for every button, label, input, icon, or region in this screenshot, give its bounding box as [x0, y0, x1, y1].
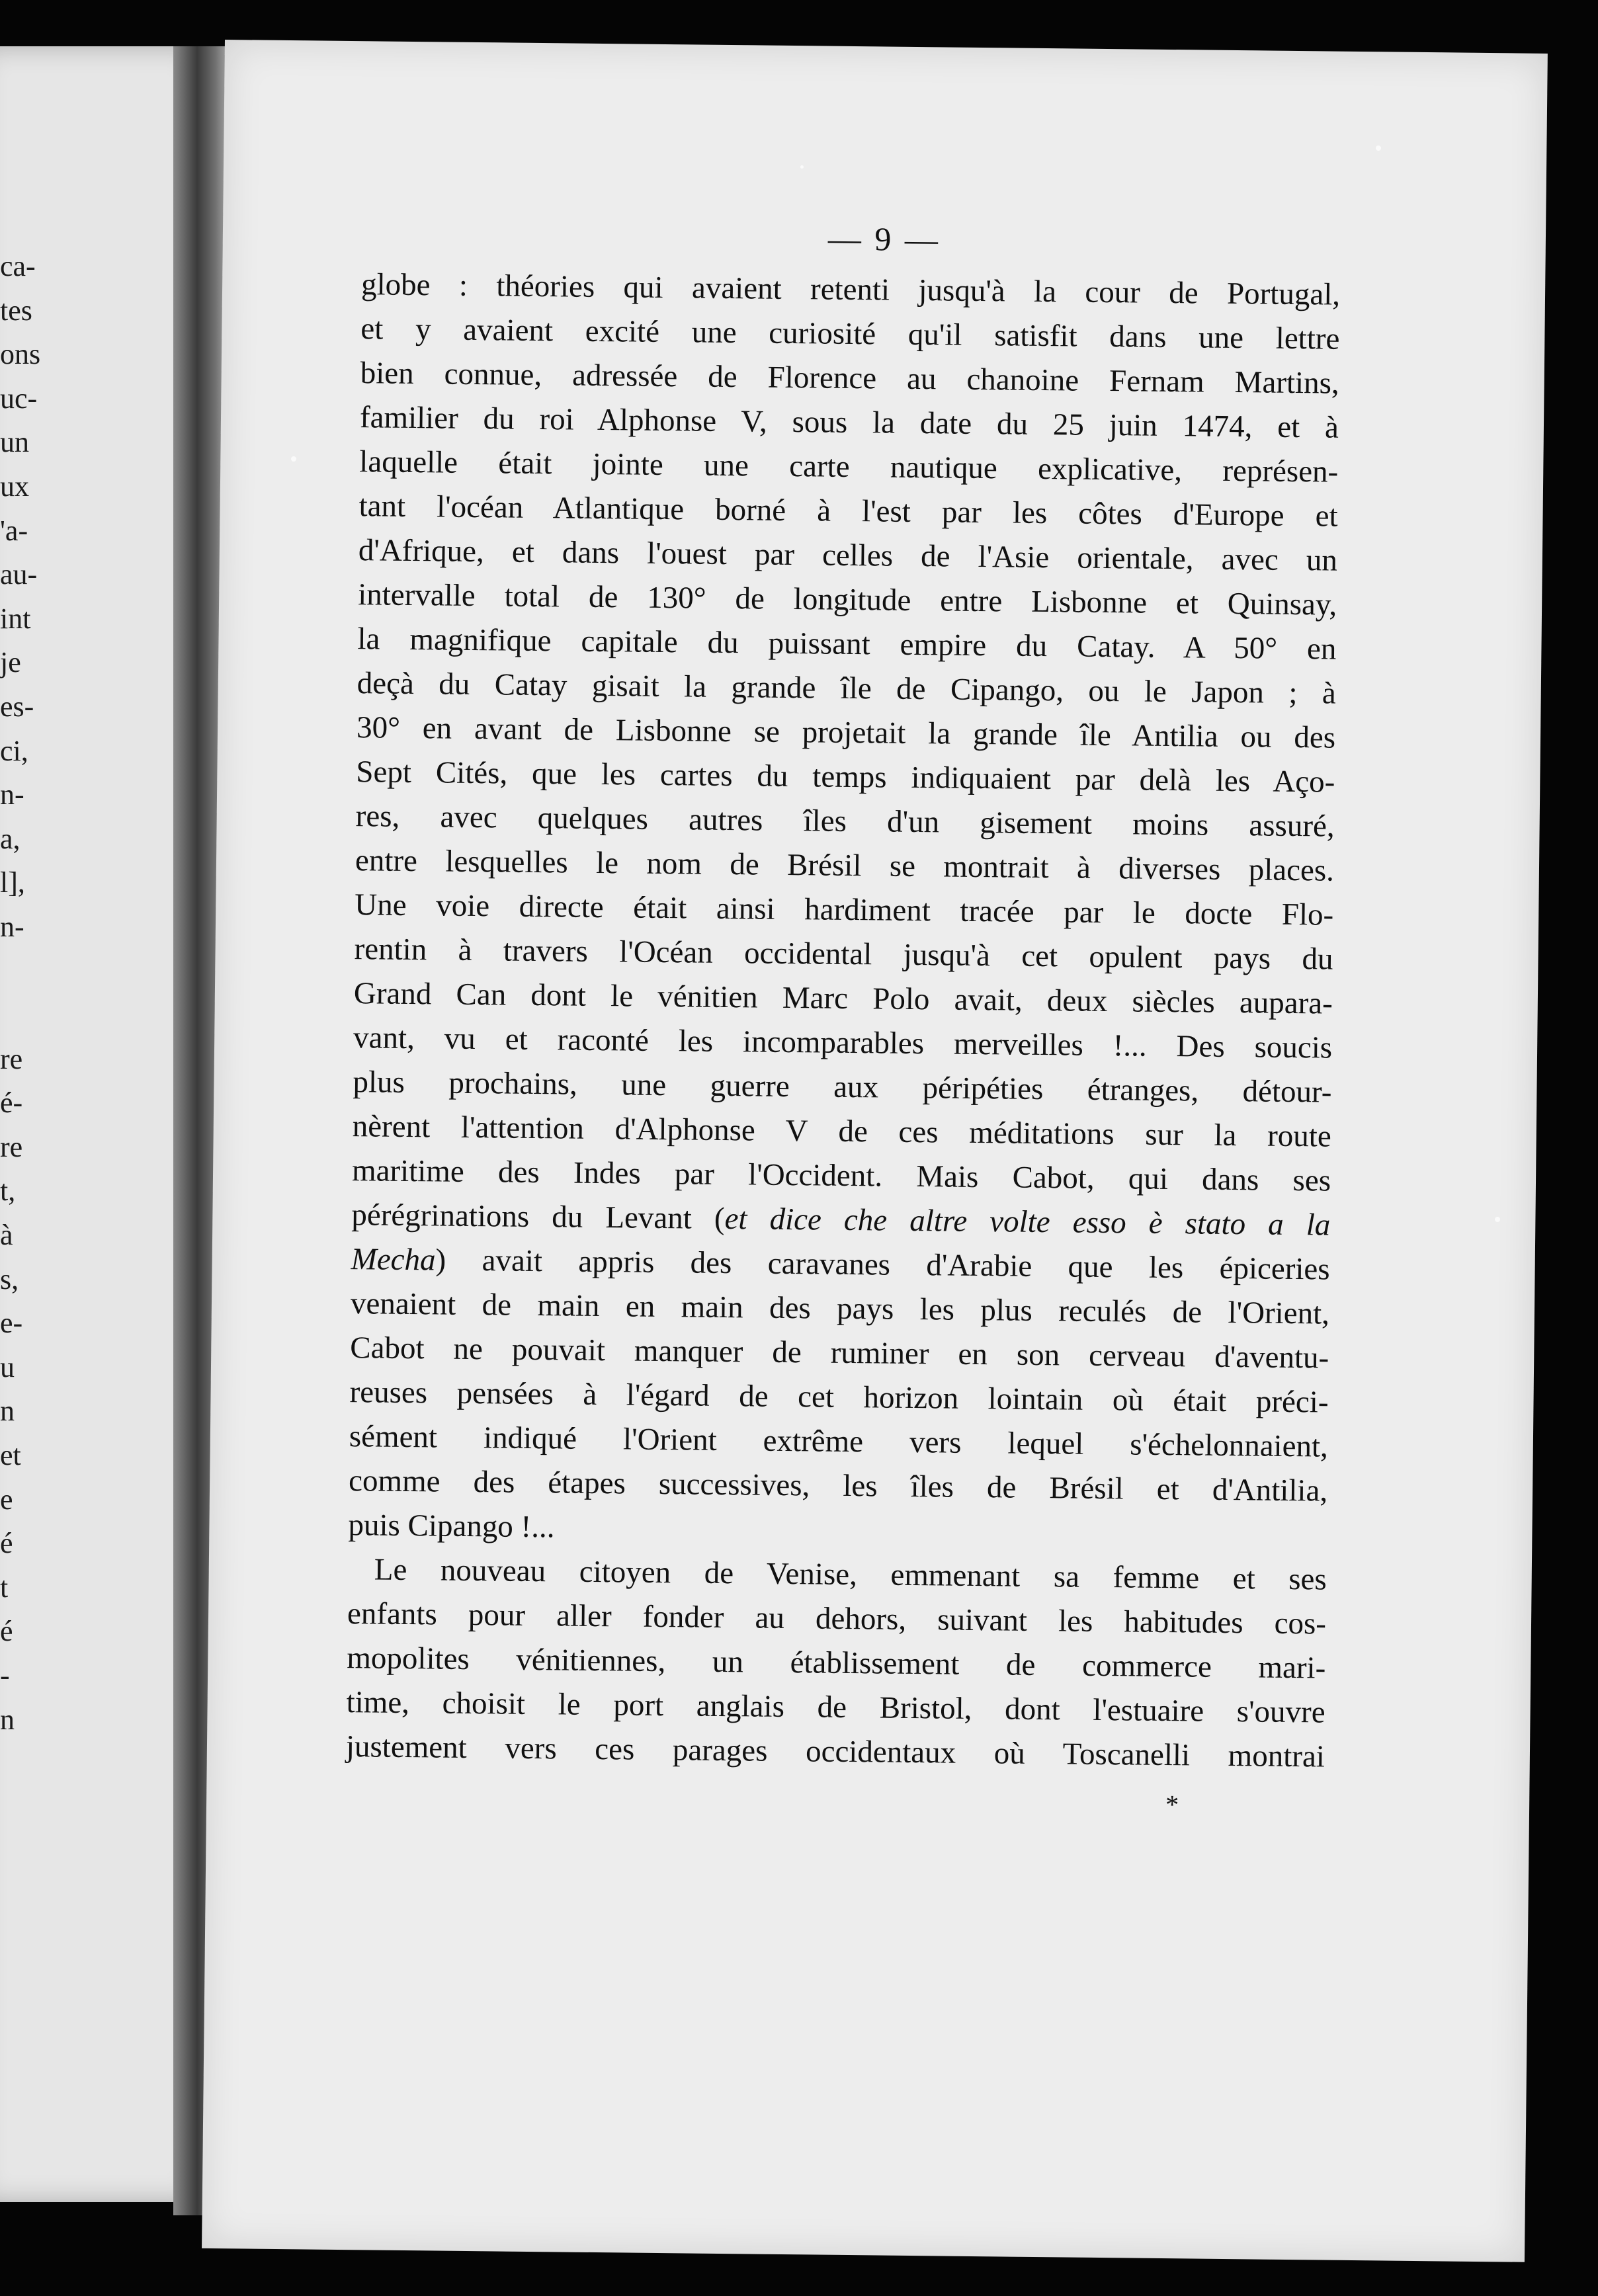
- text-line: Le nouveau citoyen de Venise, emmenant sa femme et ses: [374, 1552, 1327, 1597]
- margin-fragment: n: [0, 1395, 15, 1428]
- scan-speck: [1376, 145, 1381, 151]
- page-number: — 9 —: [827, 220, 941, 259]
- margin-fragment: n-: [0, 778, 24, 811]
- margin-fragment: t,: [0, 1174, 16, 1208]
- text-line: entre lesquelles le nom de Brésil se montrait à diverses places.: [355, 843, 1335, 888]
- text-line: nèrent l'attention d'Alphonse V de ces méditations sur la route: [352, 1109, 1331, 1154]
- margin-fragment: ux: [0, 470, 29, 503]
- text-line: res, avec quelques autres îles d'un gisement moins assuré,: [355, 799, 1335, 844]
- text-line: justement vers ces parages occidentaux où Toscanelli montrai: [345, 1729, 1325, 1774]
- margin-fragment: ci,: [0, 734, 28, 767]
- margin-fragment: l],: [0, 866, 25, 899]
- text-line: time, choisit le port anglais de Bristol, dont l'estuaire s'ouvre: [346, 1685, 1325, 1730]
- left-page-margin-text: [0, 245, 60, 1742]
- margin-fragment: -: [0, 1659, 10, 1692]
- margin-fragment: t: [0, 1571, 9, 1604]
- text-line: laquelle était jointe une carte nautique explicative, représen-: [359, 444, 1339, 489]
- text-line: maritime des Indes par l'Occident. Mais Cabot, qui dans ses: [351, 1153, 1331, 1198]
- text-line: comme des étapes successives, les îles de Brésil et d'Antilia,: [348, 1463, 1328, 1508]
- text-line: 30° en avant de Lisbonne se projetait la grande île Antilia ou des: [356, 710, 1336, 755]
- text-line: venaient de main en main des pays les plus reculés de l'Orient,: [350, 1286, 1330, 1331]
- margin-fragment: au-: [0, 558, 38, 591]
- margin-fragment: e-: [0, 1307, 23, 1340]
- margin-fragment: ca-: [0, 250, 36, 282]
- margin-fragment: un: [0, 426, 29, 459]
- text-line: Cabot ne pouvait manquer de ruminer en son cerveau d'aventu-: [350, 1331, 1329, 1375]
- footnote-mark: *: [1165, 1789, 1179, 1820]
- margin-fragment: é: [0, 1527, 13, 1560]
- margin-fragment: 'a-: [0, 514, 28, 547]
- italic-quote: Mecha: [351, 1242, 436, 1278]
- margin-fragment: s,: [0, 1262, 19, 1295]
- text-line: tant l'océan Atlantique borné à l'est par les côtes d'Europe et: [358, 489, 1338, 534]
- margin-fragment: es-: [0, 690, 34, 723]
- text-line: Grand Can dont le vénitien Marc Polo avait, deux siècles aupara-: [353, 976, 1333, 1021]
- margin-fragment: uc-: [0, 382, 38, 415]
- margin-fragment: re: [0, 1042, 23, 1075]
- text-line: sément indiqué l'Orient extrême vers lequel s'échelonnaient,: [349, 1419, 1329, 1464]
- margin-fragment: je: [0, 646, 21, 679]
- margin-fragment: n-: [0, 910, 24, 943]
- margin-fragment: é-: [0, 1086, 23, 1120]
- margin-fragment: e: [0, 1483, 13, 1516]
- text-line: deçà du Catay gisait la grande île de Cipango, ou le Japon ; à: [357, 666, 1337, 711]
- margin-fragment: int: [0, 602, 31, 635]
- text-line: mopolites vénitiennes, un établissement de commerce mari-: [347, 1641, 1326, 1686]
- margin-fragment: à: [0, 1219, 13, 1252]
- text-fragment: pérégrinations du Levant (: [351, 1198, 725, 1237]
- scan-speck: [1495, 1217, 1500, 1222]
- text-line: et y avaient excité une curiosité qu'il satisfit dans une lettre: [360, 311, 1340, 356]
- margin-fragment: [0, 993, 60, 1038]
- margin-fragment: u: [0, 1350, 15, 1383]
- margin-fragment: et: [0, 1439, 21, 1472]
- text-line: vant, vu et raconté les incomparables merveilles !... Des soucis: [353, 1020, 1333, 1065]
- text-line: Sept Cités, que les cartes du temps indiquaient par delà les Aço-: [356, 755, 1335, 800]
- text-line: Une voie directe était ainsi hardiment tracée par le docte Flo-: [355, 887, 1334, 932]
- text-line: plus prochains, une guerre aux péripéties étranges, détour-: [353, 1065, 1332, 1110]
- scan-speck: [291, 456, 296, 462]
- margin-fragment: re: [0, 1130, 23, 1163]
- margin-fragment: é: [0, 1615, 13, 1648]
- right-page: [202, 40, 1548, 2262]
- italic-quote: et dice che altre volte esso è stato a la: [724, 1202, 1331, 1243]
- text-line: reuses pensées à l'égard de cet horizon lointain où était préci-: [349, 1375, 1329, 1420]
- margin-fragment: ons: [0, 338, 41, 371]
- scan-speck: [800, 165, 804, 169]
- text-fragment: ) avait appris des caravanes d'Arabie que les épiceries: [435, 1243, 1330, 1287]
- text-line: familier du roi Alphonse V, sous la date du 25 juin 1474, et à: [359, 400, 1339, 445]
- text-line: la magnifique capitale du puissant empire du Catay. A 50° en: [357, 622, 1337, 667]
- text-line: intervalle total de 130° de longitude entre Lisbonne et Quinsay,: [357, 577, 1337, 622]
- text-line: bien connue, adressée de Florence au chanoine Fernam Martins,: [360, 356, 1339, 401]
- margin-fragment: a,: [0, 822, 21, 855]
- margin-fragment: n: [0, 1703, 15, 1736]
- text-line: globe : théories qui avaient retenti jusqu'à la cour de Portugal,: [360, 267, 1341, 312]
- text-line: rentin à travers l'Océan occidental jusqu'à cet opulent pays du: [354, 932, 1333, 977]
- text-line: puis Cipango !...: [348, 1508, 555, 1545]
- body-text: [346, 263, 1341, 1779]
- text-line: enfants pour aller fonder au dehors, suivant les habitudes cos-: [347, 1596, 1327, 1641]
- text-line: d'Afrique, et dans l'ouest par celles de l'Asie orientale, avec un: [358, 533, 1338, 578]
- margin-fragment: tes: [0, 294, 32, 327]
- margin-fragment: [0, 950, 60, 994]
